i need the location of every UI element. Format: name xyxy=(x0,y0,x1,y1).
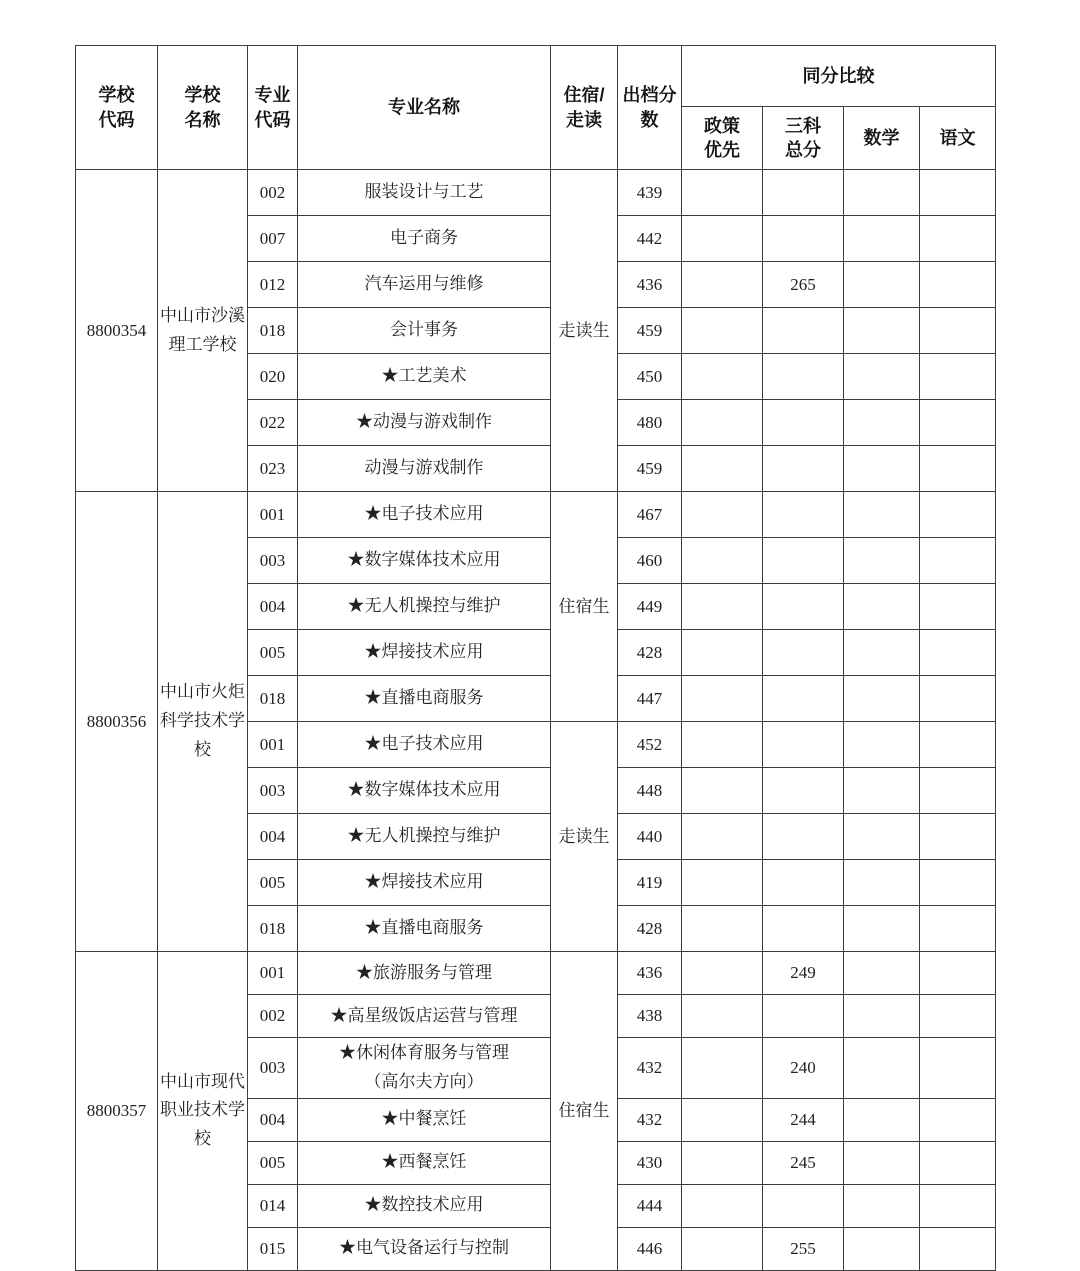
policy-cell xyxy=(682,1141,763,1184)
math-cell xyxy=(844,492,920,538)
major-code-cell: 015 xyxy=(248,1227,298,1270)
major-code-cell: 007 xyxy=(248,216,298,262)
major-code-cell: 018 xyxy=(248,676,298,722)
three-total-cell: 249 xyxy=(763,952,844,995)
major-name-cell xyxy=(298,860,551,906)
score-cell: 439 xyxy=(618,170,682,216)
text-line: 校 xyxy=(194,739,211,759)
three-total-cell: 240 xyxy=(763,1038,844,1099)
score-cell: 444 xyxy=(618,1184,682,1227)
policy-cell xyxy=(682,400,763,446)
major-code-cell: 003 xyxy=(248,538,298,584)
policy-cell xyxy=(682,354,763,400)
major-name-cell xyxy=(298,952,551,995)
three-total-cell xyxy=(763,906,844,952)
chinese-cell xyxy=(920,354,996,400)
score-cell: 467 xyxy=(618,492,682,538)
chinese-cell xyxy=(920,1038,996,1099)
policy-cell xyxy=(682,446,763,492)
text-line: 数 xyxy=(640,109,659,130)
three-total-cell xyxy=(763,216,844,262)
chinese-cell xyxy=(920,584,996,630)
text-line: 中山市现代 xyxy=(160,1071,245,1091)
text-line: ★数控技术应用 xyxy=(364,1195,484,1215)
three-total-cell xyxy=(763,446,844,492)
text-line: ★高星级饭店运营与管理 xyxy=(330,1005,518,1025)
policy-cell xyxy=(682,952,763,995)
text-line: 中山市沙溪 xyxy=(160,305,245,325)
text-line: 出档分 xyxy=(622,85,677,106)
text-line: 政策 xyxy=(704,115,740,136)
math-cell xyxy=(844,262,920,308)
major-name-cell xyxy=(298,1227,551,1270)
math-cell xyxy=(844,768,920,814)
major-code-cell: 005 xyxy=(248,860,298,906)
col-header-math: 数学 xyxy=(844,107,920,170)
major-code-cell: 005 xyxy=(248,630,298,676)
chinese-cell xyxy=(920,170,996,216)
major-code-cell: 022 xyxy=(248,400,298,446)
major-code-cell: 020 xyxy=(248,354,298,400)
school-code-cell: 8800356 xyxy=(76,492,158,952)
math-cell xyxy=(844,995,920,1038)
math-cell xyxy=(844,538,920,584)
chinese-cell xyxy=(920,492,996,538)
col-header-tiebreak: 同分比较 xyxy=(682,46,996,107)
chinese-cell xyxy=(920,216,996,262)
chinese-cell xyxy=(920,446,996,492)
chinese-cell xyxy=(920,676,996,722)
score-cell: 432 xyxy=(618,1098,682,1141)
text-line: 中山市火炬 xyxy=(160,682,245,702)
text-line: ★动漫与游戏制作 xyxy=(356,412,492,432)
major-name-cell xyxy=(298,676,551,722)
text-line: ★电气设备运行与控制 xyxy=(339,1238,509,1258)
math-cell xyxy=(844,676,920,722)
three-total-cell: 255 xyxy=(763,1227,844,1270)
score-cell: 419 xyxy=(618,860,682,906)
chinese-cell xyxy=(920,722,996,768)
three-total-cell xyxy=(763,584,844,630)
major-code-cell: 003 xyxy=(248,768,298,814)
score-cell: 480 xyxy=(618,400,682,446)
header-row-1 xyxy=(76,46,996,107)
math-cell xyxy=(844,1227,920,1270)
major-name-cell xyxy=(298,1038,551,1099)
three-total-cell xyxy=(763,860,844,906)
col-header-school-code xyxy=(76,46,158,170)
score-cell: 428 xyxy=(618,906,682,952)
math-cell xyxy=(844,952,920,995)
text-line: 学校 xyxy=(184,85,221,106)
math-cell xyxy=(844,906,920,952)
major-name-cell xyxy=(298,814,551,860)
chinese-cell xyxy=(920,906,996,952)
col-header-three-total xyxy=(763,107,844,170)
score-cell: 460 xyxy=(618,538,682,584)
three-total-cell xyxy=(763,676,844,722)
text-line: ★西餐烹饪 xyxy=(381,1152,467,1172)
text-line: ★工艺美术 xyxy=(381,366,467,386)
major-code-cell: 014 xyxy=(248,1184,298,1227)
policy-cell xyxy=(682,584,763,630)
school-code-cell: 8800354 xyxy=(76,170,158,492)
math-cell xyxy=(844,1098,920,1141)
major-name-cell xyxy=(298,1098,551,1141)
major-name-cell xyxy=(298,446,551,492)
major-name-cell xyxy=(298,722,551,768)
chinese-cell xyxy=(920,308,996,354)
major-code-cell: 001 xyxy=(248,492,298,538)
chinese-cell xyxy=(920,1098,996,1141)
major-code-cell: 004 xyxy=(248,584,298,630)
three-total-cell xyxy=(763,354,844,400)
policy-cell xyxy=(682,216,763,262)
col-header-major-name: 专业名称 xyxy=(298,46,551,170)
major-name-cell xyxy=(298,538,551,584)
boarding-cell: 住宿生 xyxy=(551,952,618,1271)
policy-cell xyxy=(682,860,763,906)
school-name-cell xyxy=(158,492,248,952)
major-code-cell: 003 xyxy=(248,1038,298,1099)
text-line: 住宿/ xyxy=(563,85,605,106)
three-total-cell xyxy=(763,814,844,860)
chinese-cell xyxy=(920,1184,996,1227)
major-name-cell xyxy=(298,630,551,676)
score-cell: 440 xyxy=(618,814,682,860)
score-cell: 432 xyxy=(618,1038,682,1099)
chinese-cell xyxy=(920,400,996,446)
text-line: 总分 xyxy=(785,140,821,160)
text-line: 理工学校 xyxy=(168,334,237,354)
score-table xyxy=(75,45,996,1271)
major-name-cell xyxy=(298,354,551,400)
major-name-cell xyxy=(298,262,551,308)
major-name-cell xyxy=(298,906,551,952)
major-code-cell: 023 xyxy=(248,446,298,492)
school-code-cell: 8800357 xyxy=(76,952,158,1271)
math-cell xyxy=(844,400,920,446)
math-cell xyxy=(844,814,920,860)
math-cell xyxy=(844,1141,920,1184)
three-total-cell xyxy=(763,400,844,446)
text-line: ★焊接技术应用 xyxy=(364,872,484,892)
math-cell xyxy=(844,354,920,400)
text-line: ★电子技术应用 xyxy=(364,504,484,524)
text-line: 科学技术学 xyxy=(160,711,245,731)
math-cell xyxy=(844,1184,920,1227)
major-code-cell: 005 xyxy=(248,1141,298,1184)
major-code-cell: 001 xyxy=(248,952,298,995)
score-cell: 452 xyxy=(618,722,682,768)
math-cell xyxy=(844,170,920,216)
text-line: 代码 xyxy=(254,109,291,130)
table-row xyxy=(76,492,996,538)
major-name-cell xyxy=(298,584,551,630)
text-line: 走读 xyxy=(566,109,602,130)
policy-cell xyxy=(682,676,763,722)
text-line: ★无人机操控与维护 xyxy=(347,826,501,846)
score-cell: 438 xyxy=(618,995,682,1038)
chinese-cell xyxy=(920,262,996,308)
policy-cell xyxy=(682,1098,763,1141)
score-cell: 436 xyxy=(618,262,682,308)
major-name-cell xyxy=(298,768,551,814)
school-name-cell xyxy=(158,952,248,1271)
policy-cell xyxy=(682,538,763,584)
text-line: ★无人机操控与维护 xyxy=(347,596,501,616)
score-cell: 459 xyxy=(618,446,682,492)
text-line: ★直播电商服务 xyxy=(364,918,484,938)
major-code-cell: 002 xyxy=(248,995,298,1038)
text-line: 优先 xyxy=(704,140,740,160)
policy-cell xyxy=(682,1038,763,1099)
math-cell xyxy=(844,630,920,676)
score-cell: 448 xyxy=(618,768,682,814)
text-line: 专业 xyxy=(254,85,291,106)
major-code-cell: 001 xyxy=(248,722,298,768)
score-cell: 446 xyxy=(618,1227,682,1270)
math-cell xyxy=(844,584,920,630)
major-code-cell: 004 xyxy=(248,1098,298,1141)
score-cell: 442 xyxy=(618,216,682,262)
text-line: （高尔夫方向） xyxy=(364,1071,484,1091)
chinese-cell xyxy=(920,952,996,995)
policy-cell xyxy=(682,814,763,860)
chinese-cell xyxy=(920,814,996,860)
policy-cell xyxy=(682,262,763,308)
math-cell xyxy=(844,308,920,354)
boarding-cell: 走读生 xyxy=(551,722,618,952)
major-name-cell xyxy=(298,216,551,262)
three-total-cell: 245 xyxy=(763,1141,844,1184)
text-line: 校 xyxy=(194,1129,211,1149)
text-line: ★直播电商服务 xyxy=(364,688,484,708)
text-line: ★电子技术应用 xyxy=(364,734,484,754)
chinese-cell xyxy=(920,630,996,676)
school-name-cell xyxy=(158,170,248,492)
major-name-cell xyxy=(298,308,551,354)
major-name-cell xyxy=(298,995,551,1038)
three-total-cell xyxy=(763,722,844,768)
boarding-cell: 走读生 xyxy=(551,170,618,492)
major-code-cell: 018 xyxy=(248,308,298,354)
major-name-cell xyxy=(298,492,551,538)
three-total-cell xyxy=(763,768,844,814)
table-row xyxy=(76,952,996,995)
col-header-boarding xyxy=(551,46,618,170)
math-cell xyxy=(844,216,920,262)
boarding-cell: 住宿生 xyxy=(551,492,618,722)
three-total-cell: 244 xyxy=(763,1098,844,1141)
chinese-cell xyxy=(920,860,996,906)
three-total-cell xyxy=(763,995,844,1038)
col-header-score xyxy=(618,46,682,170)
three-total-cell xyxy=(763,1184,844,1227)
three-total-cell xyxy=(763,630,844,676)
text-line: 名称 xyxy=(184,109,221,130)
score-cell: 436 xyxy=(618,952,682,995)
score-table-body xyxy=(76,170,996,1271)
policy-cell xyxy=(682,308,763,354)
table-header xyxy=(76,46,996,170)
policy-cell xyxy=(682,995,763,1038)
score-cell: 428 xyxy=(618,630,682,676)
col-header-major-code xyxy=(248,46,298,170)
major-code-cell: 004 xyxy=(248,814,298,860)
text-line: 电子商务 xyxy=(390,228,458,248)
chinese-cell xyxy=(920,538,996,584)
math-cell xyxy=(844,722,920,768)
score-cell: 459 xyxy=(618,308,682,354)
score-cell: 450 xyxy=(618,354,682,400)
text-line: 汽车运用与维修 xyxy=(364,274,484,294)
chinese-cell xyxy=(920,768,996,814)
table-row xyxy=(76,170,996,216)
three-total-cell: 265 xyxy=(763,262,844,308)
chinese-cell xyxy=(920,1141,996,1184)
major-code-cell: 012 xyxy=(248,262,298,308)
policy-cell xyxy=(682,1227,763,1270)
chinese-cell xyxy=(920,995,996,1038)
math-cell xyxy=(844,1038,920,1099)
major-name-cell xyxy=(298,170,551,216)
text-line: 学校 xyxy=(98,85,135,106)
col-header-school-name xyxy=(158,46,248,170)
score-cell: 449 xyxy=(618,584,682,630)
text-line: ★焊接技术应用 xyxy=(364,642,484,662)
policy-cell xyxy=(682,630,763,676)
text-line: ★数字媒体技术应用 xyxy=(347,780,501,800)
three-total-cell xyxy=(763,538,844,584)
text-line: 三科 xyxy=(785,115,821,136)
policy-cell xyxy=(682,1184,763,1227)
score-cell: 430 xyxy=(618,1141,682,1184)
text-line: 服装设计与工艺 xyxy=(364,182,484,202)
text-line: 代码 xyxy=(98,109,135,130)
score-table-container xyxy=(75,45,996,1271)
policy-cell xyxy=(682,170,763,216)
text-line: 职业技术学 xyxy=(160,1100,245,1120)
math-cell xyxy=(844,446,920,492)
col-header-policy xyxy=(682,107,763,170)
text-line: ★旅游服务与管理 xyxy=(356,962,492,982)
policy-cell xyxy=(682,722,763,768)
text-line: ★休闲体育服务与管理 xyxy=(339,1043,509,1062)
major-code-cell: 002 xyxy=(248,170,298,216)
col-header-chinese: 语文 xyxy=(920,107,996,170)
major-code-cell: 018 xyxy=(248,906,298,952)
major-name-cell xyxy=(298,1184,551,1227)
policy-cell xyxy=(682,906,763,952)
text-line: ★中餐烹饪 xyxy=(381,1109,467,1129)
policy-cell xyxy=(682,768,763,814)
chinese-cell xyxy=(920,1227,996,1270)
text-line: 会计事务 xyxy=(390,320,458,340)
three-total-cell xyxy=(763,308,844,354)
three-total-cell xyxy=(763,170,844,216)
major-name-cell xyxy=(298,1141,551,1184)
text-line: 动漫与游戏制作 xyxy=(364,458,484,478)
three-total-cell xyxy=(763,492,844,538)
major-name-cell xyxy=(298,400,551,446)
text-line: ★数字媒体技术应用 xyxy=(347,550,501,570)
math-cell xyxy=(844,860,920,906)
policy-cell xyxy=(682,492,763,538)
score-cell: 447 xyxy=(618,676,682,722)
